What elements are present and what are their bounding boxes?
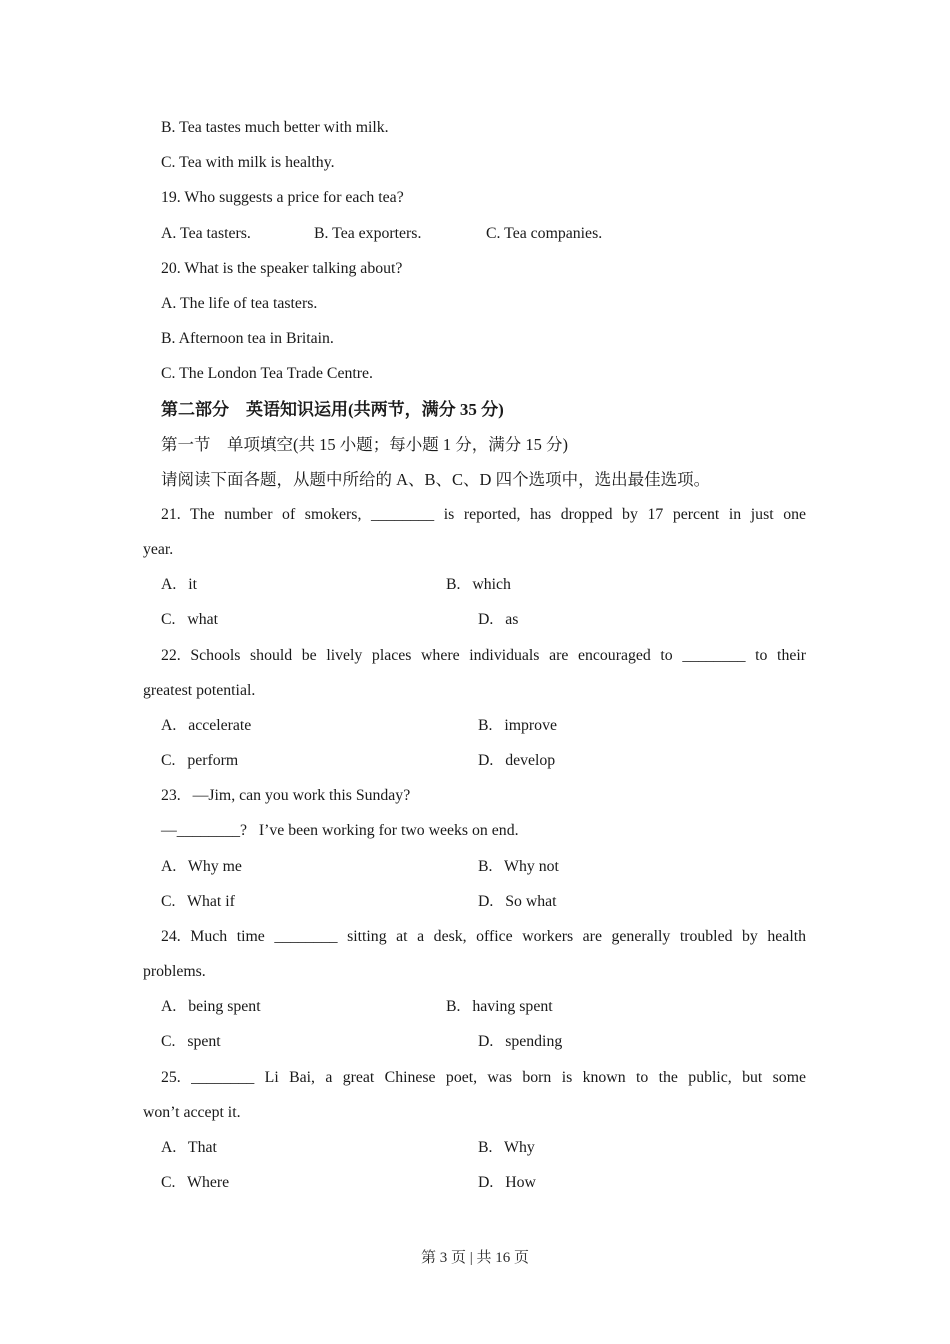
text-segment: C. Tea with milk is healthy.	[161, 154, 335, 171]
page-footer: 第 3 页 | 共 16 页	[420, 1250, 529, 1266]
text-segment: 20. What is the speaker talking about?	[161, 260, 403, 277]
text-segment: C. spent	[161, 1033, 221, 1050]
text-segment: B. improve	[478, 717, 557, 734]
text-segment: 第一节 单项填空(共 15 小题；每小题 1 分，满分 15 分)	[161, 435, 568, 454]
text-segment: C. Tea companies.	[486, 225, 603, 242]
text-segment: D. How	[478, 1174, 536, 1191]
text-segment: A. it	[161, 576, 197, 593]
text-segment: won’t accept it.	[143, 1104, 241, 1121]
text-segment: A. Why me	[161, 858, 242, 875]
text-segment: B. which	[446, 576, 511, 593]
text-line: 24. Much time ________ sitting at a desk, office workers are generally troubled by health	[161, 928, 806, 945]
text-segment: year.	[143, 541, 174, 558]
text-segment: C. What if	[161, 893, 235, 910]
text-segment: A. Tea tasters.	[161, 225, 251, 242]
text-segment: C. The London Tea Trade Centre.	[161, 365, 373, 382]
text-segment: C. what	[161, 611, 219, 628]
text-segment: D. So what	[478, 893, 557, 910]
text-segment: problems.	[143, 963, 206, 980]
text-segment: A. That	[161, 1139, 217, 1156]
text-segment: D. spending	[478, 1033, 563, 1050]
text-segment: B. having spent	[446, 998, 553, 1015]
text-line: 22. Schools should be lively places where individuals are encouraged to ________ to their	[161, 647, 806, 664]
text-segment: 19. Who suggests a price for each tea?	[161, 189, 404, 206]
text-line: 25. ________ Li Bai, a great Chinese poet, was born is known to the public, but some	[161, 1069, 806, 1086]
text-segment: 请阅读下面各题，从题中所给的 A、B、C、D 四个选项中，选出最佳选项。	[161, 470, 711, 489]
text-segment: A. accelerate	[161, 717, 252, 734]
text-segment: 第二部分 英语知识运用(共两节，满分 35 分)	[161, 400, 504, 419]
text-line: 21. The number of smokers, ________ is reported, has dropped by 17 percent in just one	[161, 506, 806, 523]
text-segment: —________? I’ve been working for two weeks on end.	[161, 822, 519, 839]
text-segment: B. Why	[478, 1139, 535, 1156]
text-segment: D. as	[478, 611, 519, 628]
text-segment: A. The life of tea tasters.	[161, 295, 318, 312]
text-segment: 23. —Jim, can you work this Sunday?	[161, 787, 411, 804]
text-segment: D. develop	[478, 752, 556, 769]
text-segment: greatest potential.	[143, 682, 256, 699]
text-segment: A. being spent	[161, 998, 261, 1015]
text-segment: B. Why not	[478, 858, 559, 875]
text-segment: B. Afternoon tea in Britain.	[161, 330, 334, 347]
text-segment: B. Tea exporters.	[314, 225, 422, 242]
text-segment: C. perform	[161, 752, 239, 769]
text-segment: C. Where	[161, 1174, 230, 1191]
text-segment: B. Tea tastes much better with milk.	[161, 119, 389, 136]
